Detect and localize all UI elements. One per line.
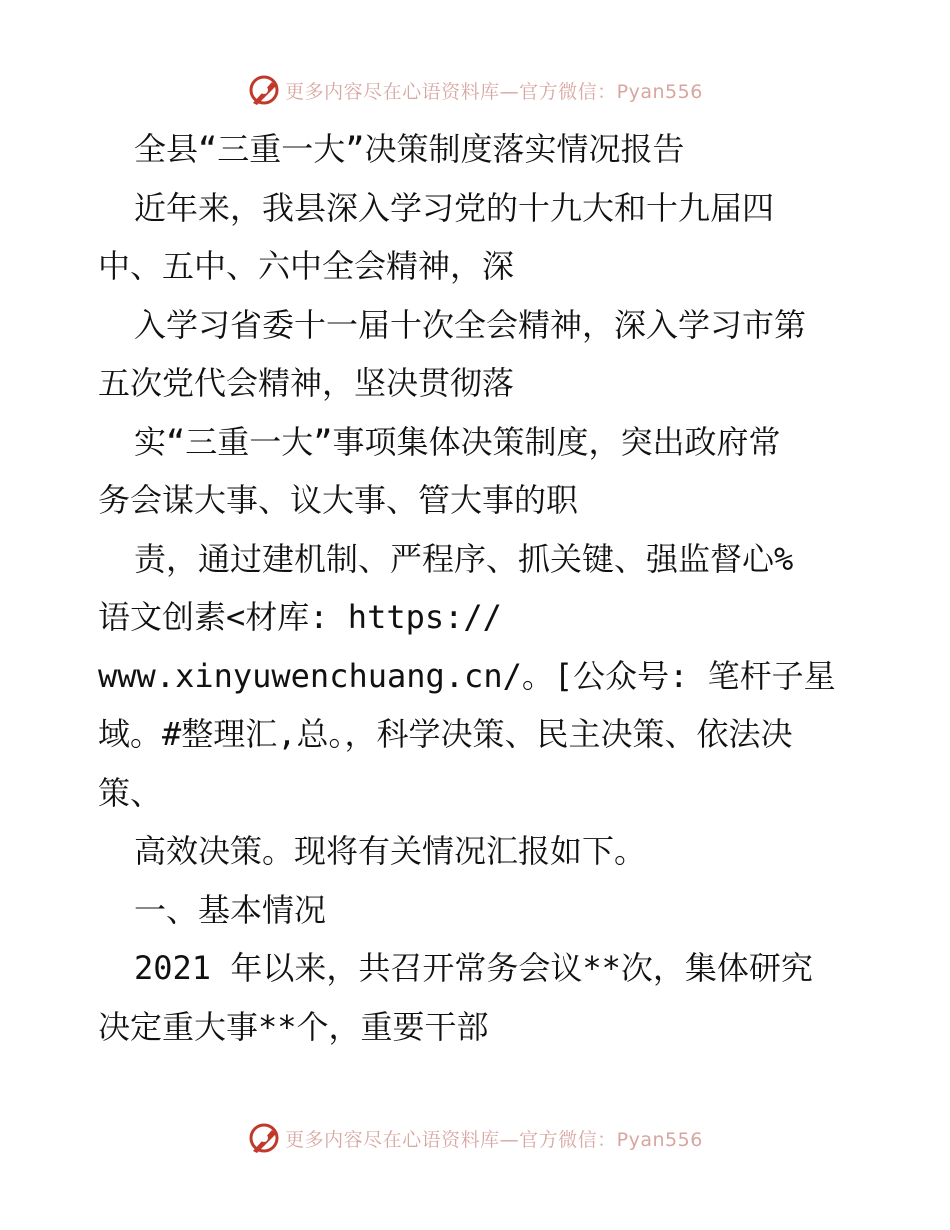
paragraph-line: 近年来，我县深入学习党的十九大和十九届四 <box>134 188 775 227</box>
pen-seal-icon <box>247 73 281 107</box>
paragraph-line: 中、五中、六中全会精神，深 <box>98 247 515 285</box>
paragraph-line: 域。#整理汇,总。，科学决策、民主决策、依法决 <box>98 715 793 753</box>
paragraph-line: 入学习省委十一届十次全会精神，深入学习市第 <box>134 305 807 344</box>
paragraph-line: 实“三重一大”事项集体决策制度，突出政府常 <box>134 422 781 461</box>
paragraph-line: www.xinyuwenchuang.cn/。[公众号: 笔杆子星 <box>98 656 836 695</box>
footer-banner <box>0 1118 950 1158</box>
document-title: 全县“三重一大”决策制度落实情况报告 <box>134 130 685 168</box>
paragraph-line: 语文创素<材库: https:// <box>98 598 502 636</box>
paragraph-line: 2021 年以来，共召开常务会议**次，集体研究 <box>134 949 813 987</box>
pen-seal-icon <box>247 1121 281 1155</box>
paragraph-line: 决定重大事**个，重要干部 <box>98 1007 489 1046</box>
paragraph-line: 责，通过建机制、严程序、抓关键、强监督心% <box>134 539 794 578</box>
paragraph-line: 策、 <box>98 773 163 812</box>
paragraph-line: 高效决策。现将有关情况汇报如下。 <box>134 832 647 870</box>
header-banner <box>0 70 950 110</box>
footer-banner-text: 更多内容尽在心语资料库—官方微信：Pyan556 <box>285 1128 703 1151</box>
paragraph-line: 务会谋大事、议大事、管大事的职 <box>98 481 579 519</box>
section-heading: 一、基本情况 <box>134 890 327 929</box>
paragraph-line: 五次党代会精神，坚决贯彻落 <box>98 364 515 402</box>
header-banner-text: 更多内容尽在心语资料库—官方微信：Pyan556 <box>285 80 703 103</box>
document-body <box>98 120 858 1056</box>
